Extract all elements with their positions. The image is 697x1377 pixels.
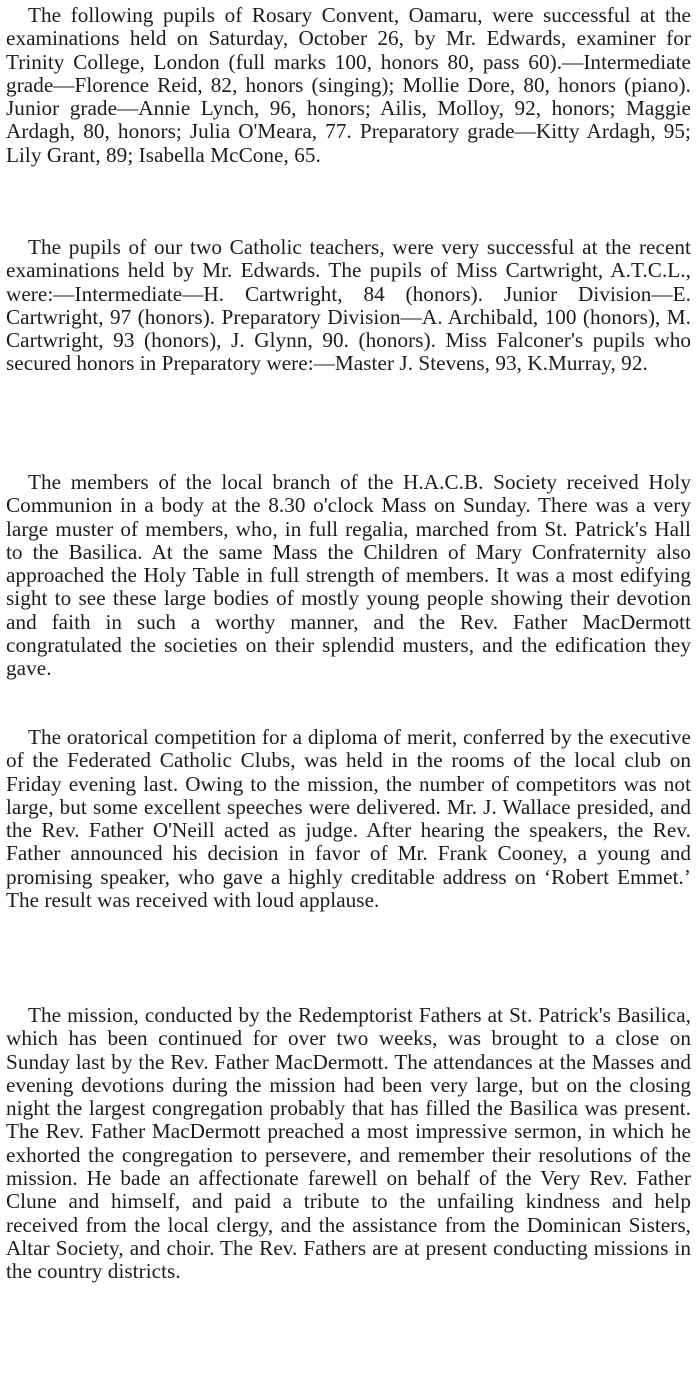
paragraph-catholic-teachers-results: The pupils of our two Catholic teachers, were very successful at the recent examinations held by Mr. Edwards. The pupils of Miss Cartwright, A.T.C.L., were:—Intermediate—H. Cartwright, 84 (honors). Junior Division—E. Cartwright, 97 (honors). Preparatory Division—A. Archibald, 100 (honors), M. Cartwright, 93 (honors), J. Glynn, 90. (honors). Miss Falconer's pupils who secured honors in Preparatory were:—Master J. Stevens, 93, K.Murray, 92. — [6, 235, 691, 376]
paragraph-oratorical-competition: The oratorical competition for a diploma of merit, conferred by the executive of the Federated Catholic Clubs, was held in the rooms of the local club on Friday evening last. Owing to the mission, the number of competitors was not large, but some excellent speeches were delivered. Mr. J. Wallace presided, and the Rev. Father O'Neill acted as judge. After hearing the speakers, the Rev. Father announced his decision in favor of Mr. Frank Cooney, a young and promising speaker, who gave a highly creditable address on ‘Robert Emmet.’ The result was received with loud applause. — [6, 725, 691, 913]
news-column — [6, 2, 691, 1374]
paragraph-hacb-communion: The members of the local branch of the H.A.C.B. Society received Holy Communion in a body at the 8.30 o'clock Mass on Sunday. There was a very large muster of members, who, in full regalia, marched from St. Patrick's Hall to the Basilica. At the same Mass the Children of Mary Confraternity also approached the Holy Table in full strength of members. It was a most edifying sight to see these large bodies of mostly young people showing their devotion and faith in such a worthy manner, and the Rev. Father MacDermott congratulated the societies on their splendid musters, and the edification they gave. — [6, 470, 691, 681]
paragraph-mission-close: The mission, conducted by the Redemptorist Fathers at St. Patrick's Basilica, which has been continued for over two weeks, was brought to a close on Sunday last by the Rev. Father MacDermott. The attendances at the Masses and evening devotions during the mission had been very large, but on the closing night the largest congregation probably that has filled the Basilica was present. The Rev. Father MacDermott preached a most impressive sermon, in which he exhorted the congregation to persevere, and remember their resolutions of the mission. He bade an affectionate farewell on behalf of the Very Rev. Father Clune and himself, and paid a tribute to the unfailing kindness and help received from the local clergy, and the assistance from the Dominican Sisters, Altar Society, and choir. The Rev. Fathers are at present conducting missions in the country districts. — [6, 1003, 691, 1284]
paragraph-rosary-convent-results: The following pupils of Rosary Convent, Oamaru, were successful at the examinations held on Saturday, October 26, by Mr. Edwards, examiner for Trinity College, London (full marks 100, honors 80, pass 60).—Intermediate grade—Florence Reid, 82, honors (singing); Mollie Dore, 80, honors (piano). Junior grade—Annie Lynch, 96, honors; Ailis, Molloy, 92, honors; Maggie Ardagh, 80, honors; Julia O'Meara, 77. Preparatory grade—Kitty Ardagh, 95; Lily Grant, 89; Isabella McCone, 65. — [6, 3, 691, 167]
